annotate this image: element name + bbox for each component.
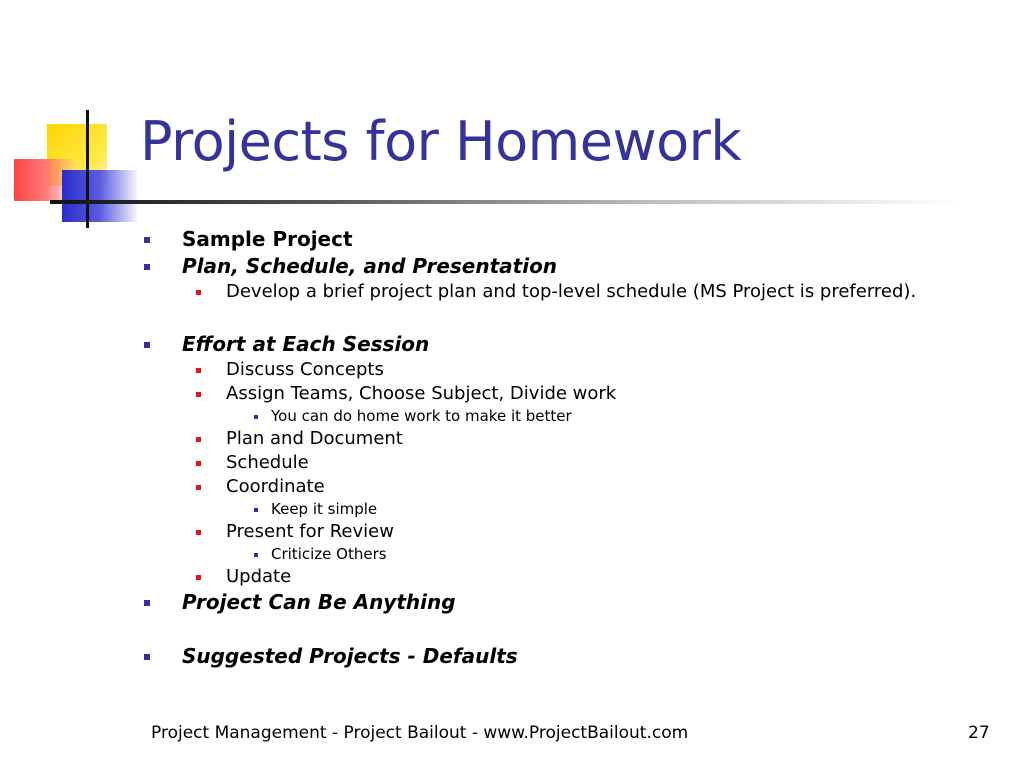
bullet-text: Effort at Each Session xyxy=(182,332,430,356)
spacer xyxy=(0,304,1024,331)
sub-sub-bullet-item xyxy=(0,406,1024,427)
bullet-text: Sample Project xyxy=(182,227,353,251)
square-bullet-icon xyxy=(196,530,201,535)
square-bullet-icon xyxy=(196,368,201,373)
sub-bullet-text: Schedule xyxy=(226,452,309,473)
sub-bullet-text: Discuss Concepts xyxy=(226,359,384,380)
bullet-text: Suggested Projects - Defaults xyxy=(182,644,518,668)
bullet-text: Plan, Schedule, and Presentation xyxy=(182,254,558,278)
bullet-item xyxy=(0,643,1024,670)
sub-bullet-item xyxy=(0,520,1024,544)
bullet-text: Project Can Be Anything xyxy=(182,590,456,614)
square-bullet-icon xyxy=(196,575,201,580)
square-bullet-icon xyxy=(196,290,201,295)
sub-bullet-item xyxy=(0,280,1024,304)
page-number: 27 xyxy=(968,723,990,743)
sub-sub-bullet-text: Criticize Others xyxy=(271,545,387,563)
slide-title: Projects for Homework xyxy=(140,110,742,173)
logo-vertical-line xyxy=(86,110,89,228)
bullet-list xyxy=(0,226,1024,670)
spacer xyxy=(0,616,1024,643)
title-underline xyxy=(50,200,960,204)
bullet-item xyxy=(0,589,1024,616)
sub-bullet-text: Develop a brief project plan and top-level schedule (MS Project is preferred). xyxy=(226,281,917,302)
sub-bullet-item xyxy=(0,565,1024,589)
sub-bullet-text: Present for Review xyxy=(226,521,394,542)
sub-bullet-item xyxy=(0,451,1024,475)
sub-bullet-text: Update xyxy=(226,566,292,587)
square-bullet-icon xyxy=(144,600,150,606)
sub-bullet-item xyxy=(0,427,1024,451)
bullet-item xyxy=(0,226,1024,253)
square-bullet-icon xyxy=(254,415,258,419)
footer-text: Project Management - Project Bailout - www.ProjectBailout.com xyxy=(151,723,689,743)
sub-sub-bullet-text: You can do home work to make it better xyxy=(271,407,572,425)
square-bullet-icon xyxy=(196,485,201,490)
bullet-item xyxy=(0,253,1024,280)
sub-bullet-item xyxy=(0,475,1024,499)
sub-sub-bullet-item xyxy=(0,544,1024,565)
sub-bullet-item xyxy=(0,382,1024,406)
square-bullet-icon xyxy=(196,392,201,397)
square-bullet-icon xyxy=(144,654,150,660)
logo-blue-square xyxy=(62,170,137,222)
sub-sub-bullet-text: Keep it simple xyxy=(271,500,378,518)
square-bullet-icon xyxy=(144,342,150,348)
sub-bullet-text: Assign Teams, Choose Subject, Divide work xyxy=(226,383,617,404)
bullet-item xyxy=(0,331,1024,358)
square-bullet-icon xyxy=(254,508,258,512)
square-bullet-icon xyxy=(144,237,150,243)
sub-bullet-item xyxy=(0,358,1024,382)
square-bullet-icon xyxy=(144,264,150,270)
square-bullet-icon xyxy=(196,461,201,466)
sub-bullet-text: Coordinate xyxy=(226,476,325,497)
sub-bullet-text: Plan and Document xyxy=(226,428,403,449)
square-bullet-icon xyxy=(196,437,201,442)
square-bullet-icon xyxy=(254,553,258,557)
sub-sub-bullet-item xyxy=(0,499,1024,520)
